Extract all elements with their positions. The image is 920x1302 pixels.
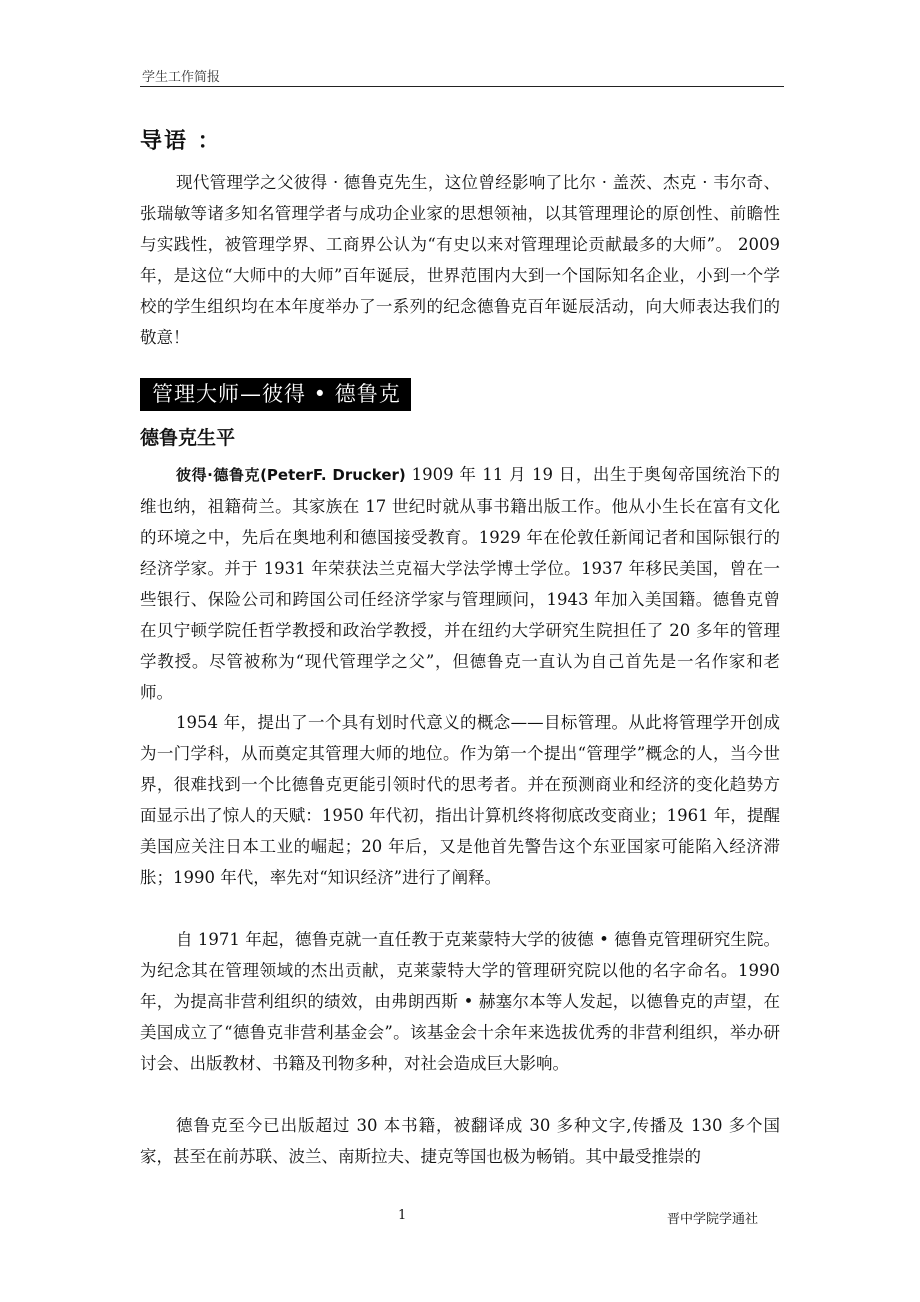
biography-paragraph-4: 德鲁克至今已出版超过 30 本书籍，被翻译成 30 多种文字,传播及 130 多个国家，甚至在前苏联、波兰、南斯拉夫、捷克等国也极为畅销。其中最受推崇的: [140, 1116, 780, 1166]
biography-paragraph-3: 自 1971 年起，德鲁克就一直任教于克莱蒙特大学的彼德 • 德鲁克管理研究生院。为纪念其在管理领域的杰出贡献，克莱蒙特大学的管理研究院以他的名字命名。1990 年，为提高非营利组织的绩效，由弗朗西斯 • 赫塞尔本等人发起，以德鲁克的声望，在美国成立了“德鲁克非营利基金会”。该基金会十余年来选拔优秀的非营利组织，举办研讨会、出版教材、书籍及刊物多种，对社会造成巨大影响。: [140, 930, 780, 1073]
biography-paragraph-1: [140, 459, 780, 708]
intro-title: 导语 ：: [140, 129, 222, 154]
section-banner: 管理大师—彼得 • 德鲁克: [140, 378, 411, 411]
footer-organization: 晋中学院学通社: [666, 1212, 758, 1227]
page-header: [140, 62, 784, 87]
intro-paragraph: 现代管理学之父彼得 · 德鲁克先生，这位曾经影响了比尔 · 盖茨、杰克 · 韦尔奇、张瑞敏等诸多知名管理学者与成功企业家的思想领袖，以其管理理论的原创性、前瞻性与实践性，被管理学界、工商界公认为“有史以来对管理理论贡献最多的大师”。 2009 年，是这位“大师中的大师”百年诞辰，世界范围内大到一个国际知名企业，小到一个学校的学生组织均在本年度举办了一系列的纪念德鲁克百年诞辰活动，向大师表达我们的敬意！: [140, 173, 780, 347]
biography-paragraph-1-text: 1909 年 11 月 19 日，出生于奥匈帝国统治下的维也纳，祖籍荷兰。其家族在 17 世纪时就从事书籍出版工作。他从小生长在富有文化的环境之中，先后在奥地利和德国接受教育。1929 年在伦敦任新闻记者和国际银行的经济学家。并于 1931 年荣获法兰克福大学法学博士学位。1937 年移民美国，曾在一些银行、保险公司和跨国公司任经济学家与管理顾问，1943 年加入美国籍。德鲁克曾在贝宁顿学院任哲学教授和政治学教授，并在纽约大学研究生院担任了 20 多年的管理学教授。尽管被称为“现代管理学之父”，但德鲁克一直认为自己首先是一名作家和老师。: [140, 465, 781, 702]
drucker-name-lead: 彼得·德鲁克(PeterF. Drucker): [176, 466, 406, 484]
header-title: 学生工作简报: [142, 70, 221, 85]
page-footer: [140, 1206, 784, 1230]
page-number: 1: [398, 1208, 407, 1223]
subsection-title: 德鲁克生平: [140, 427, 236, 449]
biography-paragraph-2: 1954 年，提出了一个具有划时代意义的概念——目标管理。从此将管理学开创成为一门学科，从而奠定其管理大师的地位。作为第一个提出“管理学”概念的人，当今世界，很难找到一个比德鲁克更能引领时代的思考者。并在预测商业和经济的变化趋势方面显示出了惊人的天赋：1950 年代初，指出计算机终将彻底改变商业；1961 年，提醒美国应关注日本工业的崛起；20 年后，又是他首先警告这个东亚国家可能陷入经济滞胀；1990 年代，率先对“知识经济”进行了阐释。: [140, 713, 780, 887]
